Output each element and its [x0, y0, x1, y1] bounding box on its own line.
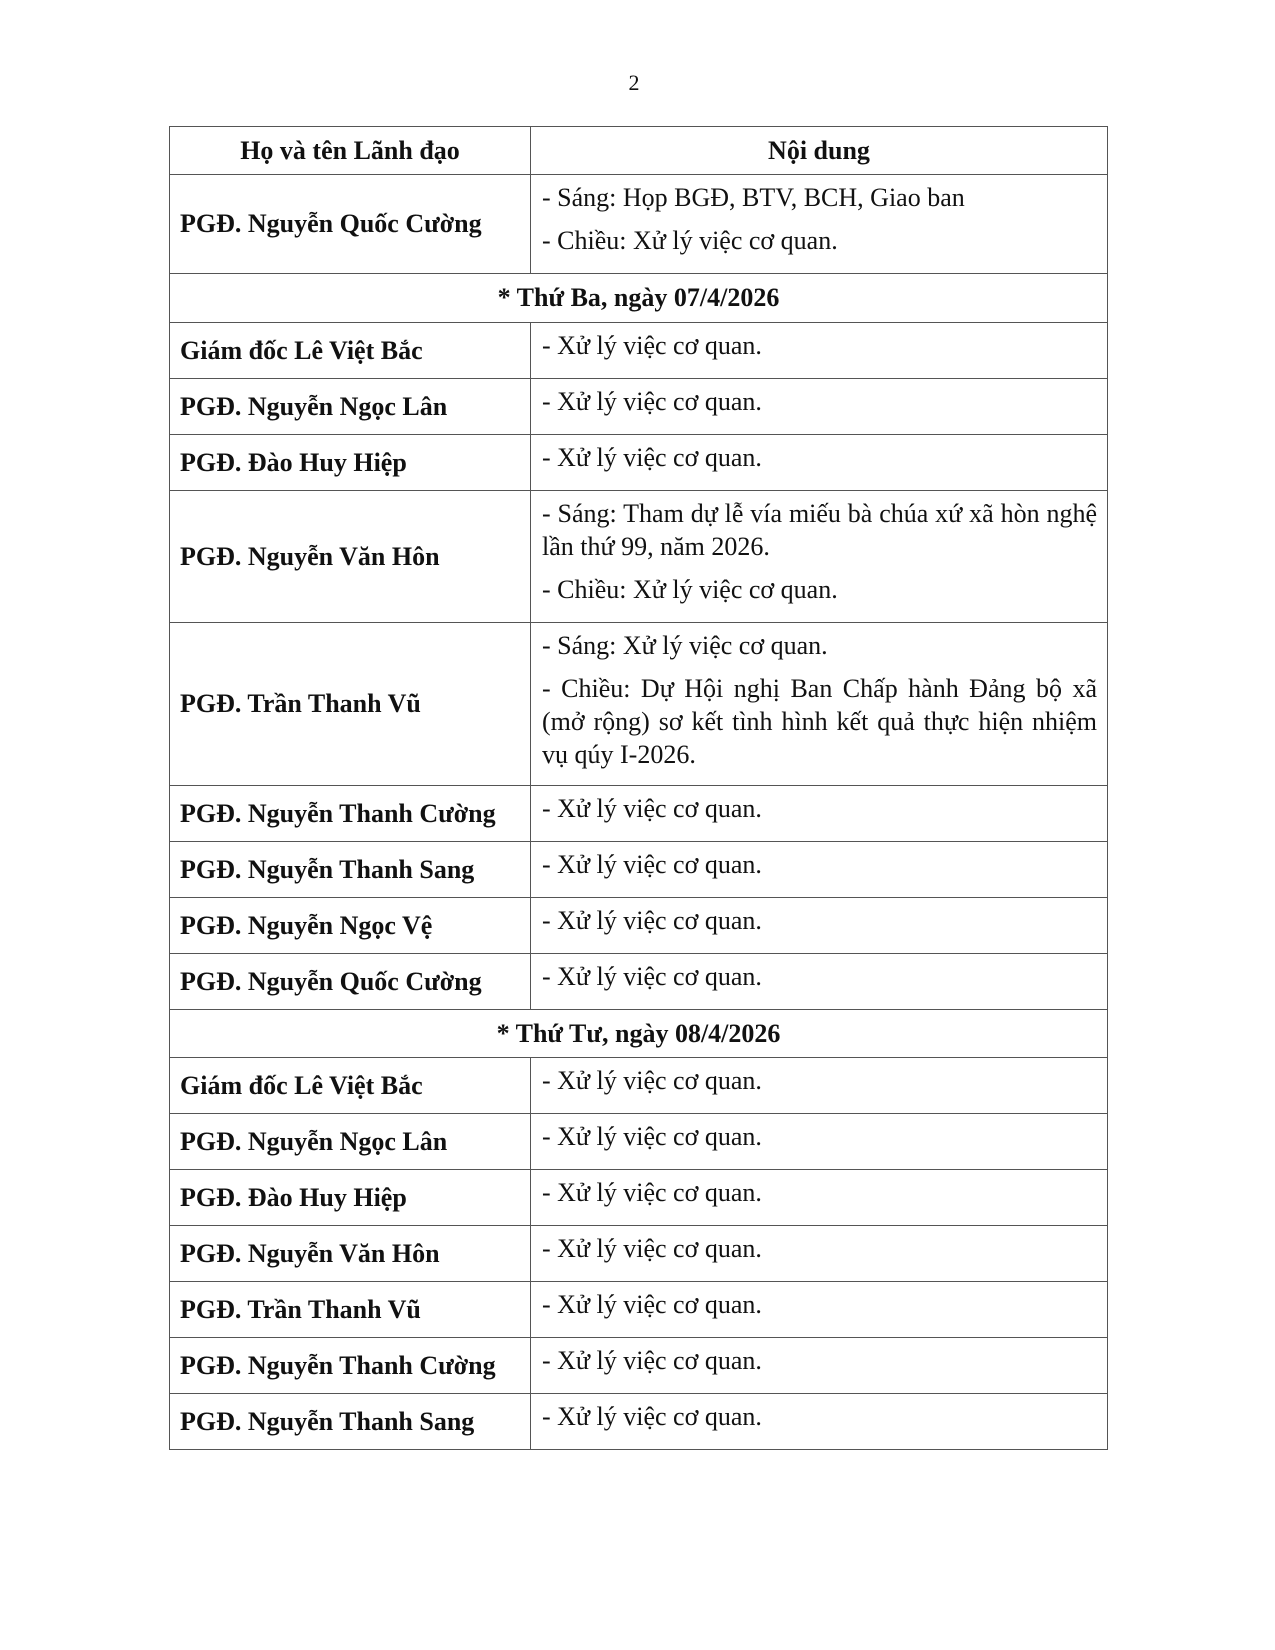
schedule-content — [531, 435, 1108, 491]
table-row — [170, 1170, 1108, 1226]
schedule-content — [531, 1114, 1108, 1170]
table-body — [170, 175, 1108, 1450]
schedule-content — [531, 175, 1108, 274]
schedule-content — [531, 1282, 1108, 1338]
schedule-content — [531, 786, 1108, 842]
leader-name: PGĐ. Nguyễn Ngọc Vệ — [170, 898, 531, 954]
schedule-item: - Xử lý việc cơ quan. — [542, 331, 762, 360]
schedule-item: - Xử lý việc cơ quan. — [542, 1066, 762, 1095]
table-row — [170, 491, 1108, 623]
table-row — [170, 954, 1108, 1010]
leader-name: PGĐ. Nguyễn Thanh Sang — [170, 842, 531, 898]
table-row — [170, 1282, 1108, 1338]
schedule-content — [531, 1338, 1108, 1394]
leader-name: PGĐ. Nguyễn Văn Hôn — [170, 491, 531, 623]
table-row — [170, 435, 1108, 491]
schedule-item: - Xử lý việc cơ quan. — [542, 1234, 762, 1263]
schedule-item: - Sáng: Họp BGĐ, BTV, BCH, Giao ban — [542, 183, 965, 212]
schedule-item: - Xử lý việc cơ quan. — [542, 1290, 762, 1319]
leader-name: PGĐ. Nguyễn Văn Hôn — [170, 1226, 531, 1282]
leader-name: PGĐ. Trần Thanh Vũ — [170, 623, 531, 786]
table-row — [170, 1058, 1108, 1114]
schedule-item: - Sáng: Xử lý việc cơ quan. — [542, 631, 828, 660]
schedule-content — [531, 379, 1108, 435]
table-row — [170, 1338, 1108, 1394]
date-heading: * Thứ Tư, ngày 08/4/2026 — [170, 1010, 1108, 1058]
leader-name: PGĐ. Nguyễn Ngọc Lân — [170, 1114, 531, 1170]
leader-name: PGĐ. Nguyễn Thanh Cường — [170, 786, 531, 842]
leader-name: PGĐ. Nguyễn Thanh Sang — [170, 1394, 531, 1450]
table-row — [170, 1394, 1108, 1450]
schedule-table — [169, 126, 1108, 1450]
leader-name: PGĐ. Nguyễn Thanh Cường — [170, 1338, 531, 1394]
table-row — [170, 1114, 1108, 1170]
schedule-item: - Xử lý việc cơ quan. — [542, 1178, 762, 1207]
leader-name: Giám đốc Lê Việt Bắc — [170, 1058, 531, 1114]
schedule-item: - Xử lý việc cơ quan. — [542, 1402, 762, 1431]
header-content: Nội dung — [531, 127, 1108, 175]
table-header-row — [170, 127, 1108, 175]
leader-name: PGĐ. Nguyễn Ngọc Lân — [170, 379, 531, 435]
schedule-item: - Xử lý việc cơ quan. — [542, 443, 762, 472]
schedule-content — [531, 954, 1108, 1010]
table-row — [170, 323, 1108, 379]
date-section-row — [170, 1010, 1108, 1058]
schedule-content — [531, 1394, 1108, 1450]
schedule-item: - Xử lý việc cơ quan. — [542, 962, 762, 991]
table-row — [170, 1226, 1108, 1282]
leader-name: PGĐ. Đào Huy Hiệp — [170, 435, 531, 491]
schedule-item: - Sáng: Tham dự lễ vía miếu bà chúa xứ xã hòn nghệ lần thứ 99, năm 2026. — [542, 499, 1097, 561]
leader-name: PGĐ. Đào Huy Hiệp — [170, 1170, 531, 1226]
table-row — [170, 898, 1108, 954]
date-heading: * Thứ Ba, ngày 07/4/2026 — [170, 274, 1108, 323]
schedule-item: - Chiều: Dự Hội nghị Ban Chấp hành Đảng bộ xã (mở rộng) sơ kết tình hình kết quả thực hiện nhiệm vụ qúy I-2026. — [542, 674, 1097, 769]
schedule-content — [531, 623, 1108, 786]
schedule-content — [531, 898, 1108, 954]
leader-name: PGĐ. Nguyễn Quốc Cường — [170, 954, 531, 1010]
leader-name: PGĐ. Nguyễn Quốc Cường — [170, 175, 531, 274]
table-row — [170, 379, 1108, 435]
schedule-item: - Xử lý việc cơ quan. — [542, 1346, 762, 1375]
schedule-item: - Xử lý việc cơ quan. — [542, 387, 762, 416]
leader-name: PGĐ. Trần Thanh Vũ — [170, 1282, 531, 1338]
schedule-content — [531, 1226, 1108, 1282]
page-number: 2 — [628, 70, 640, 95]
schedule-content — [531, 323, 1108, 379]
leader-name: Giám đốc Lê Việt Bắc — [170, 323, 531, 379]
schedule-item: - Xử lý việc cơ quan. — [542, 1122, 762, 1151]
table-row — [170, 786, 1108, 842]
table-row — [170, 842, 1108, 898]
schedule-content — [531, 1058, 1108, 1114]
table-row — [170, 175, 1108, 274]
schedule-content — [531, 1170, 1108, 1226]
schedule-item: - Xử lý việc cơ quan. — [542, 794, 762, 823]
date-section-row — [170, 274, 1108, 323]
schedule-item: - Xử lý việc cơ quan. — [542, 906, 762, 935]
schedule-item: - Xử lý việc cơ quan. — [542, 850, 762, 879]
schedule-item: - Chiều: Xử lý việc cơ quan. — [542, 575, 838, 604]
schedule-item: - Chiều: Xử lý việc cơ quan. — [542, 226, 838, 255]
table-row — [170, 623, 1108, 786]
header-leader-name: Họ và tên Lãnh đạo — [170, 127, 531, 175]
schedule-content — [531, 842, 1108, 898]
schedule-content — [531, 491, 1108, 623]
